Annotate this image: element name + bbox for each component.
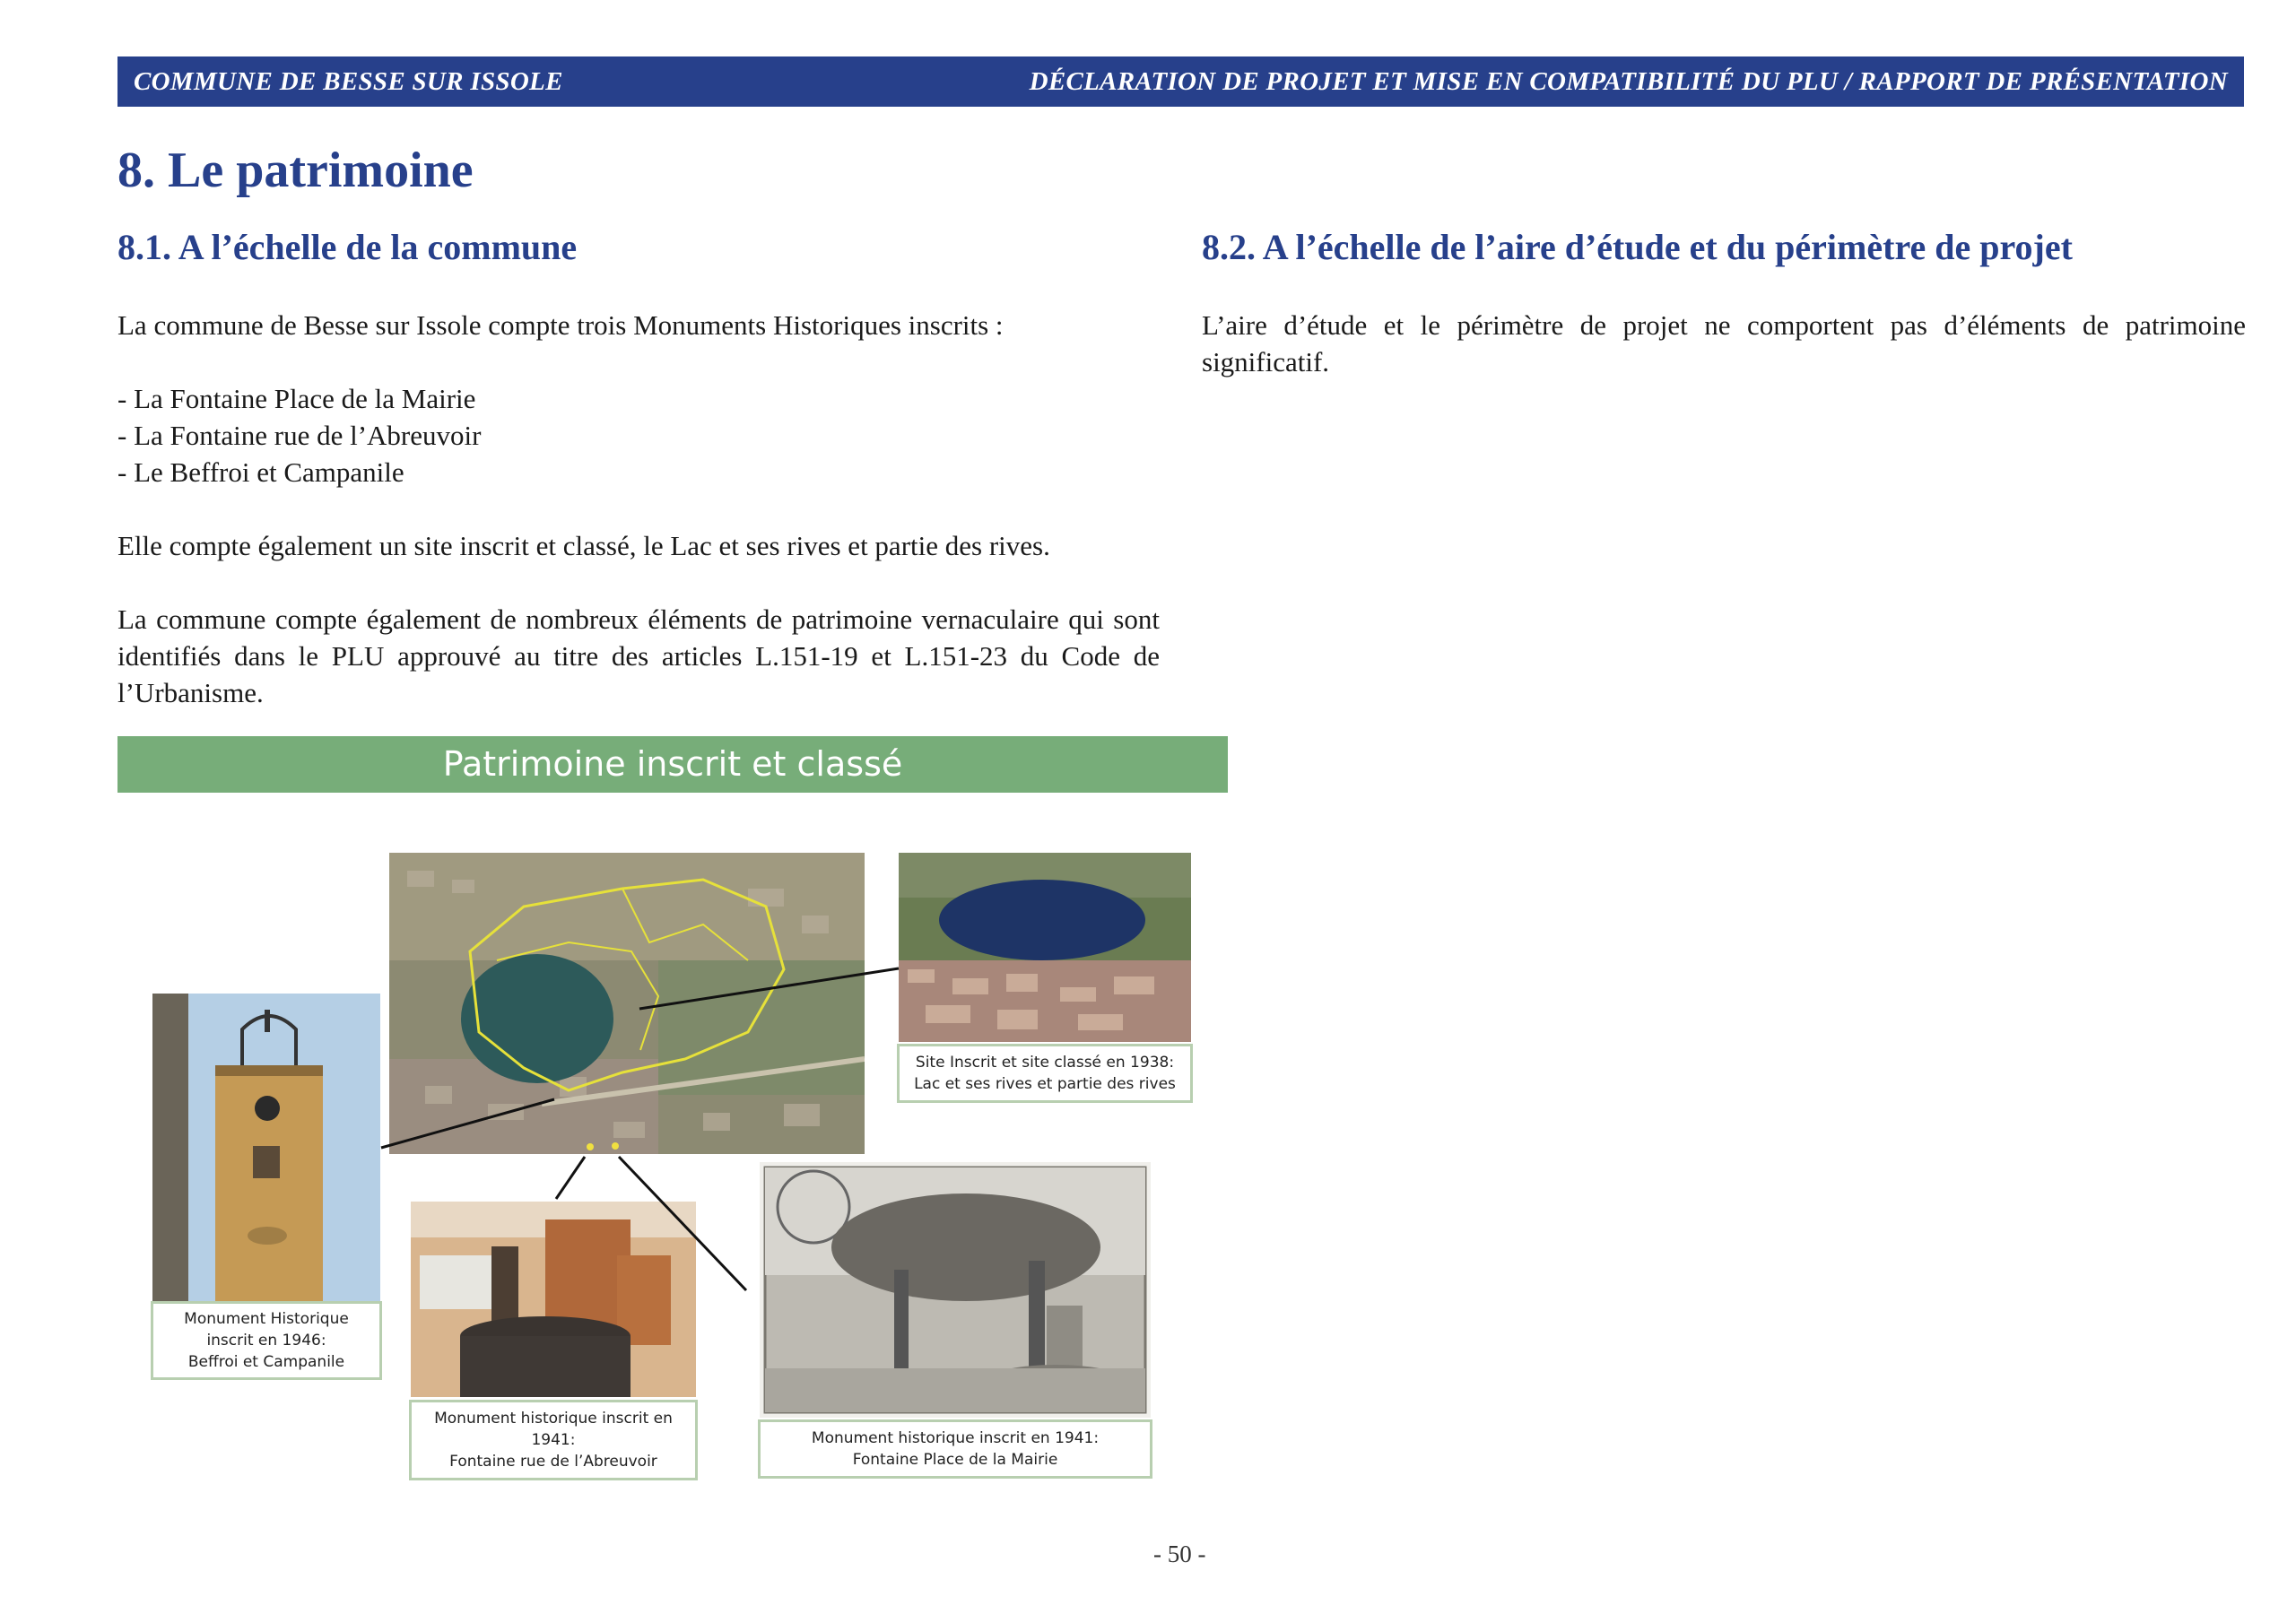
caption-fountain-mairie: Monument historique inscrit en 1941: Fontaine Place de la Mairie [758,1419,1152,1479]
header-commune: COMMUNE DE BESSE SUR ISSOLE [134,67,563,96]
monument-list-item: - La Fontaine rue de l’Abreuvoir [117,420,482,451]
figure-banner: Patrimoine inscrit et classé [117,736,1228,793]
monument-list-item: - Le Beffroi et Campanile [117,456,404,488]
caption-lake: Site Inscrit et site classé en 1938: Lac et ses rives et partie des rives [897,1044,1193,1103]
subsection-heading-project-area: 8.2. A l’échelle de l’aire d’étude et du périmètre de projet [1202,227,2073,267]
site-paragraph: Elle compte également un site inscrit et classé, le Lac et ses rives et partie des rives. [117,530,1050,561]
page-number: - 50 - [1153,1541,1206,1567]
commune-intro: La commune de Besse sur Issole compte trois Monuments Historiques inscrits : [117,309,1004,341]
section-title: 8. Le patrimoine [117,143,474,198]
project-area-text: L’aire d’étude et le périmètre de projet ne comportent pas d’éléments de patrimoine significatif. [1202,309,2246,378]
subsection-heading-commune: 8.1. A l’échelle de la commune [117,227,578,267]
caption-belfry: Monument Historique inscrit en 1946: Beffroi et Campanile [151,1301,382,1380]
monument-list-item: - La Fontaine Place de la Mairie [117,383,476,414]
vernacular-paragraph: La commune compte également de nombreux éléments de patrimoine vernaculaire qui sont identifiés dans le PLU approuvé au titre des articles L.151-19 et L.151-23 du Code de l’Urbanisme. [117,603,1160,708]
caption-fountain-abreuvoir: Monument historique inscrit en 1941: Fontaine rue de l’Abreuvoir [409,1400,698,1480]
header-document-title: DÉCLARATION DE PROJET ET MISE EN COMPATIBILITÉ DU PLU / RAPPORT DE PRÉSENTATION [1029,67,2228,96]
